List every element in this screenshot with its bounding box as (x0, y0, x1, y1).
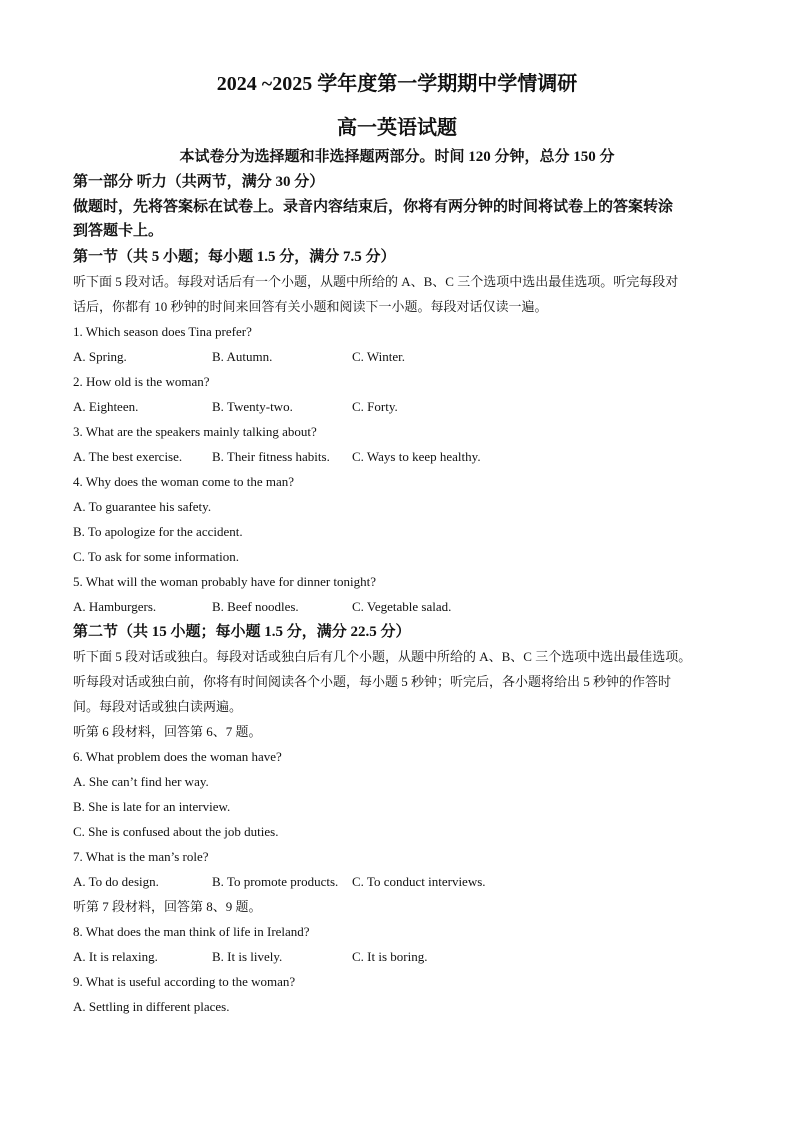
part1-instruction: 到答题卡上。 (73, 223, 164, 239)
answer-option: B. To promote products. (212, 874, 339, 889)
answer-option: C. Ways to keep healthy. (352, 449, 481, 464)
question-text: 6. What problem does the woman have? (73, 749, 282, 764)
answer-option: A. She can’t find her way. (73, 774, 209, 789)
part1-instruction: 做题时，先将答案标在试卷上。录音内容结束后，你将有两分钟的时间将试卷上的答案转涂 (73, 199, 674, 215)
answer-option: B. It is lively. (212, 949, 283, 964)
answer-option: A. The best exercise. (73, 449, 183, 464)
question-text: 4. Why does the woman come to the man? (73, 474, 295, 489)
answer-option: B. Beef noodles. (212, 599, 299, 614)
section2-direction: 间。每段对话或独白读两遍。 (73, 699, 243, 714)
answer-option: B. She is late for an interview. (73, 799, 231, 814)
answer-option: C. She is confused about the job duties. (73, 824, 279, 839)
section2-heading: 第二节（共 15 小题；每小题 1.5 分，满分 22.5 分） (73, 624, 411, 640)
answer-option: B. Their fitness habits. (212, 449, 330, 464)
question-text: 2. How old is the woman? (73, 374, 210, 389)
answer-option: C. It is boring. (352, 949, 428, 964)
question-text: 5. What will the woman probably have for dinner tonight? (73, 574, 377, 589)
answer-option: B. Autumn. (212, 349, 273, 364)
answer-option: A. Hamburgers. (73, 599, 157, 614)
question-text: 3. What are the speakers mainly talking about? (73, 424, 317, 439)
section2-direction: 听每段对话或独白前，你将有时间阅读各个小题，每小题 5 秒钟；听完后，各小题将给出 5 秒钟的作答时 (73, 674, 672, 689)
answer-option: A. It is relaxing. (73, 949, 158, 964)
answer-option: A. Eighteen. (73, 399, 139, 414)
answer-option: A. To guarantee his safety. (73, 499, 212, 514)
section1-direction: 话后，你都有 10 秒钟的时间来回答有关小题和阅读下一小题。每段对话仅读一遍。 (73, 299, 548, 314)
answer-option: B. Twenty-two. (212, 399, 293, 414)
answer-option: C. To ask for some information. (73, 549, 240, 564)
answer-option: B. To apologize for the accident. (73, 524, 243, 539)
part1-heading: 第一部分 听力（共两节，满分 30 分） (73, 174, 325, 190)
answer-option: C. To conduct interviews. (352, 874, 486, 889)
answer-option: A. To do design. (73, 874, 159, 889)
exam-subtitle: 高一英语试题 (337, 117, 457, 139)
answer-option: C. Forty. (352, 399, 398, 414)
section1-heading: 第一节（共 5 小题；每小题 1.5 分，满分 7.5 分） (73, 249, 396, 265)
question-text: 9. What is useful according to the woman? (73, 974, 296, 989)
section2-direction: 听下面 5 段对话或独白。每段对话或独白后有几个小题，从题中所给的 A、B、C 三个选项中选出最佳选项。 (73, 649, 692, 664)
answer-option: C. Vegetable salad. (352, 599, 452, 614)
exam-info: 本试卷分为选择题和非选择题两部分。时间 120 分钟，总分 150 分 (179, 149, 615, 165)
question-text: 8. What does the man think of life in Ireland? (73, 924, 310, 939)
material-label: 听第 7 段材料，回答第 8、9 题。 (73, 899, 262, 914)
question-text: 7. What is the man’s role? (73, 849, 209, 864)
material-label: 听第 6 段材料，回答第 6、7 题。 (73, 724, 262, 739)
exam-title: 2024 ~2025 学年度第一学期期中学情调研 (216, 73, 578, 95)
answer-option: A. Spring. (73, 349, 127, 364)
section1-direction: 听下面 5 段对话。每段对话后有一个小题，从题中所给的 A、B、C 三个选项中选出最佳选项。听完每段对 (73, 274, 679, 289)
question-text: 1. Which season does Tina prefer? (73, 324, 252, 339)
answer-option: A. Settling in different places. (73, 999, 230, 1014)
answer-option: C. Winter. (352, 349, 406, 364)
